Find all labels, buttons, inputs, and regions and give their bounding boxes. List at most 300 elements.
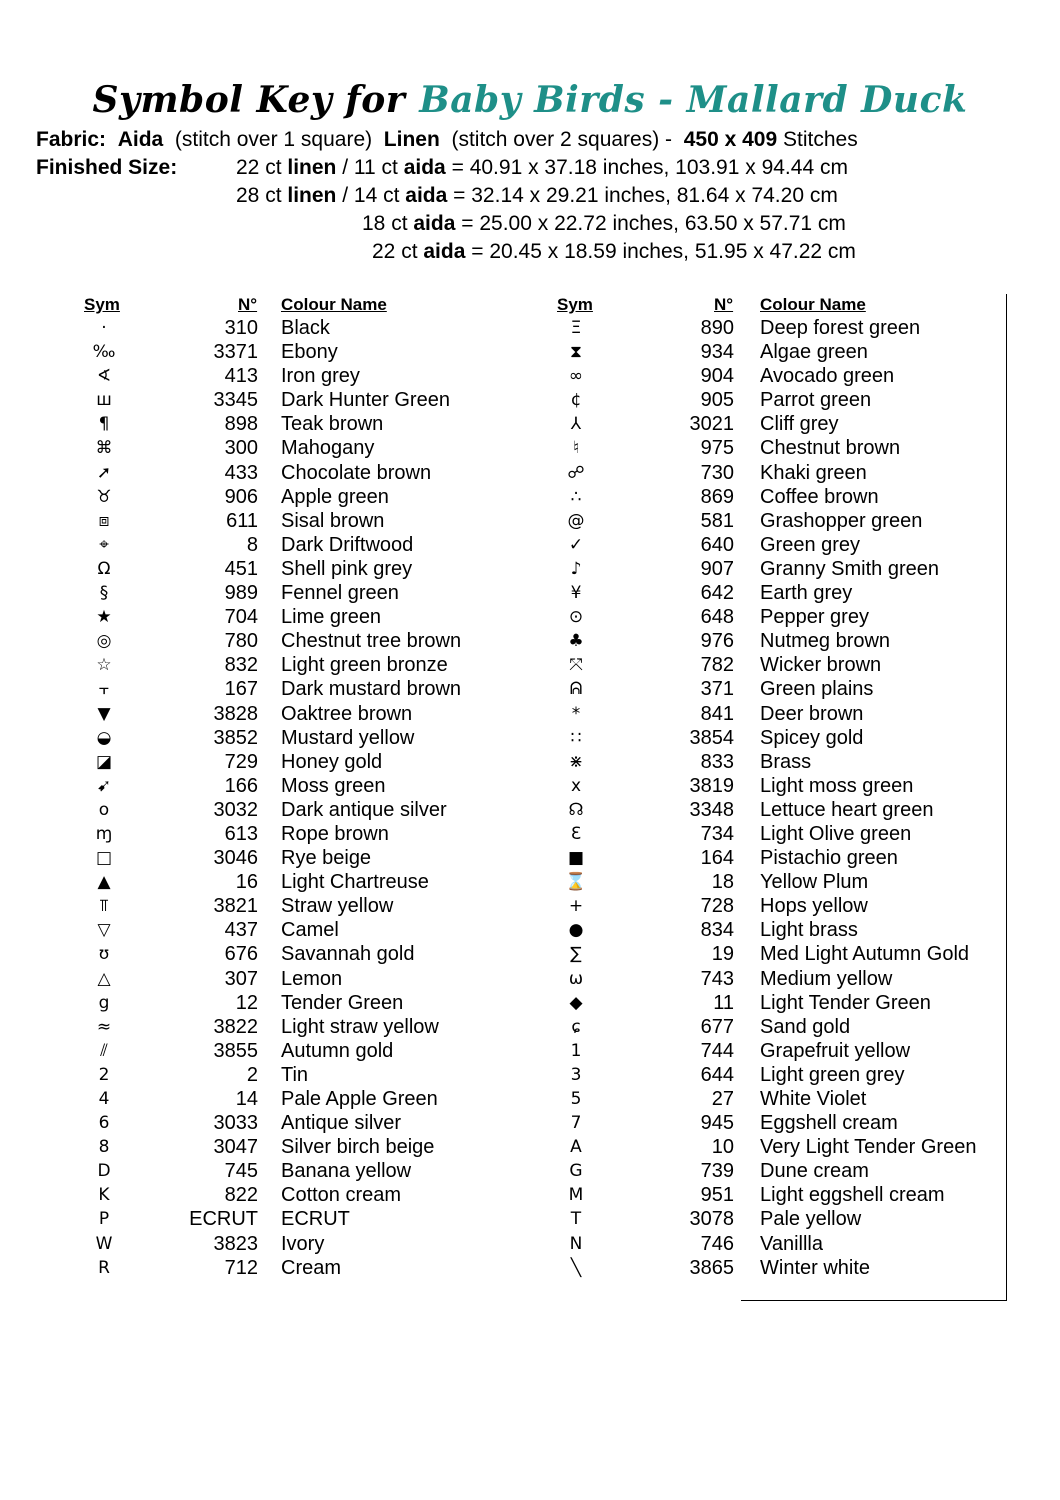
colour-name: Algae green bbox=[760, 341, 868, 364]
key-row bbox=[0, 894, 1060, 918]
colour-name: Light green bronze bbox=[281, 654, 448, 677]
dmc-number: 822 bbox=[224, 1184, 258, 1207]
symbol: M bbox=[568, 1185, 584, 1206]
colour-name: White Violet bbox=[760, 1088, 867, 1110]
symbol: ш bbox=[96, 390, 112, 411]
right-key-column bbox=[0, 316, 1060, 1280]
key-row bbox=[0, 316, 1060, 340]
dmc-number: 16 bbox=[235, 871, 258, 894]
dmc-number: 704 bbox=[224, 606, 258, 629]
symbol: 2 bbox=[98, 1064, 110, 1085]
key-row bbox=[0, 798, 1060, 822]
symbol: · bbox=[101, 318, 107, 338]
colour-name: Cotton cream bbox=[281, 1184, 402, 1207]
fabric-linen-note: (stitch over 2 squares) - bbox=[451, 128, 673, 151]
colour-name: Rope brown bbox=[281, 822, 389, 845]
colour-name: Pepper grey bbox=[760, 606, 869, 629]
finished-size-line bbox=[362, 210, 846, 238]
symbol: * bbox=[571, 703, 581, 724]
key-row bbox=[0, 412, 1060, 436]
key-row bbox=[0, 991, 1060, 1015]
symbol: ∢ bbox=[96, 366, 112, 387]
colour-name: Mahogany bbox=[281, 437, 375, 460]
symbol: ⤧ bbox=[569, 655, 583, 676]
colour-name: Shell pink grey bbox=[281, 557, 413, 580]
key-row bbox=[0, 509, 1060, 533]
colour-name: Dark Hunter Green bbox=[281, 389, 450, 412]
symbol: 8 bbox=[98, 1137, 110, 1158]
symbol: △ bbox=[97, 968, 111, 989]
colour-name: Antique silver bbox=[281, 1112, 402, 1135]
colour-name: Dune cream bbox=[760, 1160, 869, 1183]
pattern-name: Baby Birds - Mallard Duck bbox=[419, 79, 968, 121]
dmc-number: 3828 bbox=[213, 702, 258, 725]
symbol: ⌘ bbox=[95, 438, 113, 459]
header-sym: Sym bbox=[557, 295, 593, 314]
key-row bbox=[0, 870, 1060, 894]
key-row bbox=[0, 653, 1060, 677]
dmc-number: 934 bbox=[700, 341, 734, 364]
key-row bbox=[0, 581, 1060, 605]
dmc-number: 3854 bbox=[689, 726, 734, 749]
colour-name: Light brass bbox=[760, 919, 858, 942]
symbol: D bbox=[97, 1161, 111, 1182]
colour-name: Winter white bbox=[760, 1256, 871, 1279]
key-row bbox=[0, 388, 1060, 412]
colour-name: Deer brown bbox=[760, 702, 864, 725]
size-fabric: aida bbox=[423, 240, 466, 263]
symbol: Ɛ bbox=[570, 823, 582, 844]
fabric-aida: Aida bbox=[117, 128, 164, 151]
key-row bbox=[0, 1063, 1060, 1087]
symbol: ∴ bbox=[570, 486, 582, 507]
key-row bbox=[0, 942, 1060, 966]
symbol: P bbox=[98, 1209, 110, 1230]
size-dimensions: = 25.00 x 22.72 inches, 63.50 x 57.71 cm bbox=[461, 212, 846, 235]
symbol: 4 bbox=[98, 1089, 110, 1109]
symbol: ɱ bbox=[95, 823, 113, 844]
dmc-number: 3032 bbox=[213, 798, 258, 821]
dmc-number: 3348 bbox=[689, 798, 734, 821]
colour-name: Dark Driftwood bbox=[281, 533, 414, 556]
colour-name: Straw yellow bbox=[281, 895, 394, 918]
colour-name: Light straw yellow bbox=[281, 1015, 439, 1038]
colour-name: Autumn gold bbox=[281, 1039, 394, 1062]
dmc-number: 3855 bbox=[213, 1039, 258, 1062]
symbol: ¥ bbox=[570, 583, 582, 604]
symbol: Ω bbox=[97, 558, 111, 579]
dmc-number: 745 bbox=[224, 1160, 258, 1183]
symbol: ● bbox=[568, 920, 584, 941]
dmc-number: 19 bbox=[711, 943, 734, 966]
symbol: ⋇ bbox=[568, 751, 584, 772]
symbol: @ bbox=[567, 510, 585, 531]
dmc-number: 3823 bbox=[213, 1232, 258, 1255]
colour-name: Light Olive green bbox=[760, 822, 912, 845]
dmc-number: 712 bbox=[224, 1256, 258, 1279]
key-row bbox=[0, 918, 1060, 942]
symbol: o bbox=[98, 799, 110, 820]
symbol: 5 bbox=[570, 1089, 582, 1109]
colour-name: Granny Smith green bbox=[760, 557, 939, 580]
page-title bbox=[0, 78, 1060, 122]
dmc-number: 3852 bbox=[213, 726, 258, 749]
dmc-number: 976 bbox=[700, 630, 734, 653]
dmc-number: 729 bbox=[224, 750, 258, 773]
symbol: ➚ bbox=[96, 462, 112, 483]
header-colour-name: Colour Name bbox=[281, 295, 387, 314]
symbol: ∞ bbox=[568, 366, 584, 387]
symbol: ■ bbox=[567, 848, 585, 869]
symbol: N bbox=[569, 1233, 583, 1254]
dmc-number: 898 bbox=[224, 413, 258, 436]
dmc-number: 310 bbox=[224, 317, 258, 339]
dmc-number: 832 bbox=[224, 654, 258, 677]
dmc-number: 18 bbox=[711, 871, 734, 894]
dmc-number: 677 bbox=[700, 1015, 734, 1038]
key-row bbox=[0, 1039, 1060, 1063]
colour-name: Iron grey bbox=[281, 365, 360, 388]
key-row bbox=[0, 1256, 1060, 1280]
symbol: ∑ bbox=[570, 944, 582, 965]
dmc-number: 166 bbox=[224, 774, 258, 797]
symbol: ◒ bbox=[96, 727, 112, 748]
size-fabric: linen bbox=[287, 156, 337, 179]
fabric-aida-note: (stitch over 1 square) bbox=[174, 128, 373, 151]
symbol: ⫟ bbox=[98, 679, 110, 700]
key-row bbox=[0, 774, 1060, 798]
colour-name: Chestnut brown bbox=[760, 437, 901, 460]
colour-name: Pale Apple Green bbox=[281, 1088, 438, 1110]
dmc-number: 648 bbox=[700, 606, 734, 629]
colour-name: Light green grey bbox=[760, 1063, 905, 1086]
dmc-number: 782 bbox=[700, 654, 734, 677]
colour-name: Silver birch beige bbox=[281, 1136, 435, 1159]
dmc-number: 3021 bbox=[689, 413, 734, 436]
symbol: ╲ bbox=[570, 1257, 582, 1278]
dmc-number: 167 bbox=[224, 678, 258, 701]
size-count: 18 ct bbox=[362, 212, 408, 235]
dmc-number: 437 bbox=[224, 919, 258, 942]
symbol: R bbox=[98, 1257, 110, 1278]
symbol: ➹ bbox=[96, 775, 112, 796]
symbol: ⫽ bbox=[100, 1040, 108, 1061]
colour-name: Vanillla bbox=[760, 1232, 823, 1255]
header-sym: Sym bbox=[84, 295, 120, 314]
dmc-number: 841 bbox=[700, 702, 734, 725]
dmc-number: 14 bbox=[235, 1088, 258, 1110]
colour-name: Sisal brown bbox=[281, 509, 385, 532]
colour-name: Dark antique silver bbox=[281, 798, 447, 821]
dmc-number: 3865 bbox=[689, 1256, 734, 1279]
dmc-number: 611 bbox=[226, 509, 258, 532]
stitches-word: Stitches bbox=[783, 128, 858, 151]
finished-size-line bbox=[236, 182, 838, 210]
symbol: T bbox=[570, 1209, 582, 1230]
colour-name: Brass bbox=[760, 750, 812, 773]
colour-name: Honey gold bbox=[281, 750, 383, 773]
colour-name: Black bbox=[281, 317, 330, 339]
colour-name: Oaktree brown bbox=[281, 702, 413, 725]
key-row bbox=[0, 533, 1060, 557]
colour-name: Medium yellow bbox=[760, 967, 893, 990]
colour-name: Teak brown bbox=[281, 413, 384, 436]
symbol: ʊ bbox=[98, 944, 110, 965]
symbol: ⧈ bbox=[98, 510, 110, 531]
dmc-number: 833 bbox=[700, 750, 734, 773]
colour-name: Light Tender Green bbox=[760, 991, 931, 1014]
colour-name: Tender Green bbox=[281, 991, 404, 1014]
symbol: ♣ bbox=[568, 631, 584, 652]
symbol: 6 bbox=[98, 1113, 110, 1134]
header-colour-name: Colour Name bbox=[760, 295, 866, 314]
colour-name: Yellow Plum bbox=[760, 871, 869, 894]
key-row bbox=[0, 1159, 1060, 1183]
dmc-number: 3822 bbox=[213, 1015, 258, 1038]
symbol: 3 bbox=[570, 1064, 582, 1085]
dmc-number: 371 bbox=[700, 678, 734, 701]
size-count: / 11 ct bbox=[342, 156, 398, 179]
colour-name: Eggshell cream bbox=[760, 1112, 898, 1135]
symbol: ▽ bbox=[97, 920, 111, 941]
dmc-number: 640 bbox=[700, 533, 734, 556]
key-row bbox=[0, 822, 1060, 846]
colour-name: Ivory bbox=[281, 1232, 325, 1255]
stitch-count: 450 x 409 bbox=[683, 128, 778, 151]
dmc-number: 644 bbox=[700, 1063, 734, 1086]
symbol: ◪ bbox=[95, 751, 113, 772]
symbol: ✓ bbox=[568, 534, 584, 555]
colour-name: Nutmeg brown bbox=[760, 630, 891, 653]
colour-name: Savannah gold bbox=[281, 943, 415, 966]
key-row bbox=[0, 846, 1060, 870]
symbol: ‰ bbox=[92, 342, 116, 363]
colour-name: Parrot green bbox=[760, 389, 872, 412]
dmc-number: 613 bbox=[224, 822, 258, 845]
dmc-number: 676 bbox=[224, 943, 258, 966]
title-prefix: Symbol Key for bbox=[92, 79, 406, 121]
dmc-number: 3047 bbox=[213, 1136, 258, 1159]
colour-name: Very Light Tender Green bbox=[760, 1136, 977, 1159]
key-row bbox=[0, 1232, 1060, 1256]
key-row bbox=[0, 436, 1060, 460]
size-fabric: linen bbox=[287, 184, 337, 207]
colour-name: Camel bbox=[281, 919, 339, 942]
symbol: ⅄ bbox=[570, 414, 582, 435]
fabric-linen: Linen bbox=[383, 128, 440, 151]
header-num: N° bbox=[714, 295, 734, 314]
dmc-number: 10 bbox=[711, 1136, 734, 1159]
symbol: § bbox=[99, 583, 109, 604]
dmc-number: 945 bbox=[700, 1112, 734, 1135]
symbol: Ξ bbox=[570, 318, 582, 338]
symbol: ☊ bbox=[568, 799, 584, 820]
size-fabric: aida bbox=[403, 156, 446, 179]
colour-name: Chestnut tree brown bbox=[281, 630, 462, 653]
key-row bbox=[0, 726, 1060, 750]
colour-name: Moss green bbox=[281, 774, 386, 797]
size-dimensions: = 32.14 x 29.21 inches, 81.64 x 74.20 cm bbox=[453, 184, 838, 207]
finished-size-label: Finished Size: bbox=[36, 156, 178, 179]
size-dimensions: = 40.91 x 37.18 inches, 103.91 x 94.44 cm bbox=[451, 156, 848, 179]
symbol: ⊙ bbox=[568, 607, 584, 628]
key-row bbox=[0, 1087, 1060, 1111]
dmc-number: 300 bbox=[224, 437, 258, 460]
key-row bbox=[0, 967, 1060, 991]
dmc-number: 744 bbox=[700, 1039, 734, 1062]
dmc-number: 3819 bbox=[689, 774, 734, 797]
fabric-label: Fabric: bbox=[36, 128, 107, 151]
dmc-number: 3078 bbox=[689, 1208, 734, 1231]
key-row bbox=[0, 605, 1060, 629]
dmc-number: 3371 bbox=[213, 341, 258, 364]
colour-name: Ebony bbox=[281, 341, 338, 364]
colour-name: Light moss green bbox=[760, 774, 914, 797]
size-fabric: aida bbox=[413, 212, 456, 235]
dmc-number: 975 bbox=[700, 437, 734, 460]
fabric-line bbox=[36, 126, 858, 154]
dmc-number: 2 bbox=[246, 1063, 258, 1086]
symbol: W bbox=[95, 1233, 113, 1254]
dmc-number: 11 bbox=[713, 991, 734, 1014]
colour-name: Mustard yellow bbox=[281, 726, 415, 749]
symbol: x bbox=[570, 775, 582, 796]
size-dimensions: = 20.45 x 18.59 inches, 51.95 x 47.22 cm bbox=[471, 240, 856, 263]
colour-name: Tin bbox=[281, 1063, 309, 1086]
symbol: K bbox=[98, 1185, 110, 1206]
colour-name: Green grey bbox=[760, 533, 861, 556]
dmc-number: 581 bbox=[700, 509, 734, 532]
symbol: 1 bbox=[570, 1040, 582, 1061]
dmc-number: ECRUT bbox=[189, 1208, 258, 1231]
colour-name: Grapefruit yellow bbox=[760, 1039, 911, 1062]
key-row bbox=[0, 485, 1060, 509]
symbol: ☍ bbox=[567, 462, 585, 483]
dmc-number: 734 bbox=[700, 822, 734, 845]
colour-name: Pistachio green bbox=[760, 847, 898, 870]
dmc-number: 905 bbox=[700, 389, 734, 412]
colour-name: Khaki green bbox=[760, 461, 867, 484]
dmc-number: 743 bbox=[700, 967, 734, 990]
colour-name: Grashopper green bbox=[760, 509, 923, 532]
colour-name: Hops yellow bbox=[760, 895, 868, 918]
key-row bbox=[0, 557, 1060, 581]
colour-name: Fennel green bbox=[281, 582, 399, 605]
colour-name: Cream bbox=[281, 1256, 342, 1279]
key-row bbox=[0, 629, 1060, 653]
size-count: 22 ct bbox=[236, 156, 282, 179]
dmc-number: 3345 bbox=[213, 389, 258, 412]
colour-name: Pale yellow bbox=[760, 1208, 862, 1231]
colour-name: Wicker brown bbox=[760, 654, 882, 677]
dmc-number: 12 bbox=[235, 991, 258, 1014]
symbol: ★ bbox=[96, 607, 112, 628]
dmc-number: 164 bbox=[700, 847, 734, 870]
symbol: ⌛ bbox=[565, 872, 587, 893]
dmc-number: 307 bbox=[224, 967, 258, 990]
dmc-number: 433 bbox=[224, 461, 258, 484]
dmc-number: 780 bbox=[224, 630, 258, 653]
size-count: 28 ct bbox=[236, 184, 282, 207]
symbol: ▼ bbox=[97, 703, 111, 724]
colour-name: ECRUT bbox=[281, 1208, 350, 1231]
symbol: ɕ bbox=[571, 1016, 581, 1037]
bottom-border-line bbox=[741, 1300, 1007, 1301]
symbol: ◎ bbox=[96, 631, 112, 652]
dmc-number: 3821 bbox=[213, 895, 258, 918]
dmc-number: 8 bbox=[246, 533, 258, 556]
symbol: ∷ bbox=[570, 727, 582, 748]
symbol: + bbox=[568, 896, 584, 917]
key-row bbox=[0, 1207, 1060, 1231]
symbol: ♉ bbox=[96, 486, 112, 507]
finished-size-line bbox=[236, 154, 848, 182]
key-row bbox=[0, 677, 1060, 701]
colour-name: Apple green bbox=[281, 485, 389, 508]
key-row bbox=[0, 364, 1060, 388]
symbol: g bbox=[98, 992, 110, 1013]
symbol: ◆ bbox=[569, 992, 583, 1013]
symbol: ⌖ bbox=[99, 534, 109, 555]
key-row bbox=[0, 702, 1060, 726]
colour-name: Deep forest green bbox=[760, 317, 921, 339]
dmc-number: 739 bbox=[700, 1160, 734, 1183]
key-row bbox=[0, 1111, 1060, 1135]
dmc-number: 728 bbox=[700, 895, 734, 918]
dmc-number: 413 bbox=[224, 365, 258, 388]
colour-name: Lime green bbox=[281, 606, 382, 629]
dmc-number: 989 bbox=[224, 582, 258, 605]
dmc-number: 451 bbox=[224, 557, 258, 580]
dmc-number: 869 bbox=[700, 485, 734, 508]
colour-name: Cliff grey bbox=[760, 413, 839, 436]
colour-name: Lettuce heart green bbox=[760, 798, 934, 821]
size-count: / 14 ct bbox=[342, 184, 400, 207]
colour-name: Chocolate brown bbox=[281, 461, 432, 484]
dmc-number: 907 bbox=[700, 557, 734, 580]
colour-name: Rye beige bbox=[281, 847, 372, 870]
dmc-number: 834 bbox=[700, 919, 734, 942]
key-row bbox=[0, 340, 1060, 364]
finished-size-line bbox=[372, 238, 856, 266]
colour-name: Dark mustard brown bbox=[281, 678, 462, 701]
dmc-number: 906 bbox=[224, 485, 258, 508]
size-count: 22 ct bbox=[372, 240, 418, 263]
dmc-number: 904 bbox=[700, 365, 734, 388]
header-num: N° bbox=[238, 295, 258, 314]
colour-name: Green plains bbox=[760, 678, 874, 701]
dmc-number: 951 bbox=[700, 1184, 734, 1207]
symbol: ≈ bbox=[96, 1016, 112, 1037]
dmc-number: 642 bbox=[700, 582, 734, 605]
dmc-number: 730 bbox=[700, 461, 734, 484]
key-row bbox=[0, 461, 1060, 485]
dmc-number: 3046 bbox=[213, 847, 258, 870]
symbol: ☆ bbox=[96, 655, 112, 676]
symbol: □ bbox=[95, 848, 113, 869]
colour-name: Light Chartreuse bbox=[281, 871, 429, 894]
colour-name: Coffee brown bbox=[760, 485, 879, 508]
dmc-number: 27 bbox=[711, 1088, 734, 1110]
colour-name: Med Light Autumn Gold bbox=[760, 943, 970, 966]
right-border-line bbox=[1006, 294, 1007, 1300]
key-row bbox=[0, 1183, 1060, 1207]
symbol: A bbox=[570, 1137, 582, 1158]
symbol: 7 bbox=[570, 1113, 582, 1134]
key-row bbox=[0, 750, 1060, 774]
dmc-number: 3033 bbox=[213, 1112, 258, 1135]
size-fabric: aida bbox=[405, 184, 448, 207]
